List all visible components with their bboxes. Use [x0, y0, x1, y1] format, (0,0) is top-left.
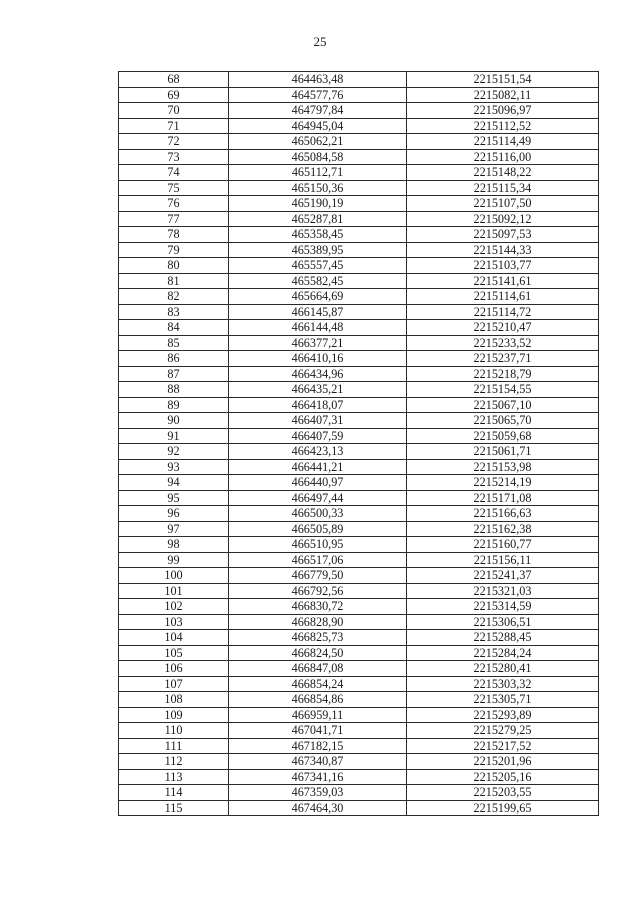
x-coordinate-cell: 465150,36 [229, 180, 407, 196]
y-coordinate-cell: 2215144,33 [407, 242, 599, 258]
y-coordinate-cell: 2215214,19 [407, 475, 599, 491]
x-coordinate-cell: 466407,59 [229, 428, 407, 444]
table-row [119, 87, 599, 103]
x-coordinate-cell: 466423,13 [229, 444, 407, 460]
x-coordinate-cell: 466407,31 [229, 413, 407, 429]
table-row [119, 614, 599, 630]
x-coordinate-cell: 466830,72 [229, 599, 407, 615]
x-coordinate-cell: 466779,50 [229, 568, 407, 584]
y-coordinate-cell: 2215112,52 [407, 118, 599, 134]
table-row [119, 676, 599, 692]
y-coordinate-cell: 2215067,10 [407, 397, 599, 413]
x-coordinate-cell: 465112,71 [229, 165, 407, 181]
table-row [119, 335, 599, 351]
coordinates-table-body [119, 72, 599, 816]
x-coordinate-cell: 466854,24 [229, 676, 407, 692]
table-row [119, 521, 599, 537]
x-coordinate-cell: 466828,90 [229, 614, 407, 630]
table-row [119, 72, 599, 88]
y-coordinate-cell: 2215303,32 [407, 676, 599, 692]
table-row [119, 180, 599, 196]
y-coordinate-cell: 2215203,55 [407, 785, 599, 801]
y-coordinate-cell: 2215218,79 [407, 366, 599, 382]
table-row [119, 459, 599, 475]
table-row [119, 428, 599, 444]
x-coordinate-cell: 466792,56 [229, 583, 407, 599]
point-number-cell: 96 [119, 506, 229, 522]
x-coordinate-cell: 466434,96 [229, 366, 407, 382]
point-number-cell: 68 [119, 72, 229, 88]
y-coordinate-cell: 2215151,54 [407, 72, 599, 88]
point-number-cell: 114 [119, 785, 229, 801]
x-coordinate-cell: 465287,81 [229, 211, 407, 227]
x-coordinate-cell: 466410,16 [229, 351, 407, 367]
table-row [119, 645, 599, 661]
y-coordinate-cell: 2215293,89 [407, 707, 599, 723]
x-coordinate-cell: 466418,07 [229, 397, 407, 413]
y-coordinate-cell: 2215205,16 [407, 769, 599, 785]
y-coordinate-cell: 2215288,45 [407, 630, 599, 646]
table-row [119, 769, 599, 785]
x-coordinate-cell: 466500,33 [229, 506, 407, 522]
x-coordinate-cell: 465389,95 [229, 242, 407, 258]
x-coordinate-cell: 466440,97 [229, 475, 407, 491]
table-row [119, 397, 599, 413]
table-row [119, 552, 599, 568]
point-number-cell: 72 [119, 134, 229, 150]
point-number-cell: 101 [119, 583, 229, 599]
table-row [119, 537, 599, 553]
x-coordinate-cell: 467464,30 [229, 800, 407, 816]
point-number-cell: 102 [119, 599, 229, 615]
y-coordinate-cell: 2215114,49 [407, 134, 599, 150]
x-coordinate-cell: 466145,87 [229, 304, 407, 320]
point-number-cell: 91 [119, 428, 229, 444]
x-coordinate-cell: 466847,08 [229, 661, 407, 677]
x-coordinate-cell: 466435,21 [229, 382, 407, 398]
y-coordinate-cell: 2215103,77 [407, 258, 599, 274]
x-coordinate-cell: 465664,69 [229, 289, 407, 305]
y-coordinate-cell: 2215305,71 [407, 692, 599, 708]
y-coordinate-cell: 2215237,71 [407, 351, 599, 367]
x-coordinate-cell: 464945,04 [229, 118, 407, 134]
table-row [119, 134, 599, 150]
y-coordinate-cell: 2215162,38 [407, 521, 599, 537]
point-number-cell: 98 [119, 537, 229, 553]
x-coordinate-cell: 467182,15 [229, 738, 407, 754]
point-number-cell: 106 [119, 661, 229, 677]
x-coordinate-cell: 465557,45 [229, 258, 407, 274]
table-row [119, 320, 599, 336]
point-number-cell: 100 [119, 568, 229, 584]
point-number-cell: 93 [119, 459, 229, 475]
point-number-cell: 104 [119, 630, 229, 646]
point-number-cell: 92 [119, 444, 229, 460]
point-number-cell: 107 [119, 676, 229, 692]
point-number-cell: 70 [119, 103, 229, 119]
coordinates-table [118, 71, 599, 816]
y-coordinate-cell: 2215166,63 [407, 506, 599, 522]
x-coordinate-cell: 464463,48 [229, 72, 407, 88]
point-number-cell: 109 [119, 707, 229, 723]
x-coordinate-cell: 466505,89 [229, 521, 407, 537]
y-coordinate-cell: 2215115,34 [407, 180, 599, 196]
y-coordinate-cell: 2215279,25 [407, 723, 599, 739]
point-number-cell: 75 [119, 180, 229, 196]
point-number-cell: 94 [119, 475, 229, 491]
y-coordinate-cell: 2215114,61 [407, 289, 599, 305]
x-coordinate-cell: 466510,95 [229, 537, 407, 553]
table-row [119, 800, 599, 816]
y-coordinate-cell: 2215154,55 [407, 382, 599, 398]
x-coordinate-cell: 466497,44 [229, 490, 407, 506]
table-row [119, 289, 599, 305]
y-coordinate-cell: 2215199,65 [407, 800, 599, 816]
y-coordinate-cell: 2215059,68 [407, 428, 599, 444]
point-number-cell: 97 [119, 521, 229, 537]
table-row [119, 506, 599, 522]
y-coordinate-cell: 2215148,22 [407, 165, 599, 181]
point-number-cell: 108 [119, 692, 229, 708]
y-coordinate-cell: 2215171,08 [407, 490, 599, 506]
point-number-cell: 76 [119, 196, 229, 212]
table-row [119, 692, 599, 708]
point-number-cell: 105 [119, 645, 229, 661]
table-row [119, 351, 599, 367]
x-coordinate-cell: 464797,84 [229, 103, 407, 119]
table-row [119, 273, 599, 289]
table-row [119, 444, 599, 460]
x-coordinate-cell: 466825,73 [229, 630, 407, 646]
y-coordinate-cell: 2215314,59 [407, 599, 599, 615]
point-number-cell: 78 [119, 227, 229, 243]
table-row [119, 707, 599, 723]
point-number-cell: 103 [119, 614, 229, 630]
table-row [119, 754, 599, 770]
point-number-cell: 80 [119, 258, 229, 274]
y-coordinate-cell: 2215280,41 [407, 661, 599, 677]
point-number-cell: 87 [119, 366, 229, 382]
table-row [119, 366, 599, 382]
y-coordinate-cell: 2215061,71 [407, 444, 599, 460]
y-coordinate-cell: 2215241,37 [407, 568, 599, 584]
point-number-cell: 99 [119, 552, 229, 568]
y-coordinate-cell: 2215201,96 [407, 754, 599, 770]
x-coordinate-cell: 465582,45 [229, 273, 407, 289]
table-row [119, 599, 599, 615]
table-row [119, 661, 599, 677]
table-row [119, 118, 599, 134]
y-coordinate-cell: 2215321,03 [407, 583, 599, 599]
point-number-cell: 89 [119, 397, 229, 413]
table-row [119, 304, 599, 320]
y-coordinate-cell: 2215233,52 [407, 335, 599, 351]
table-row [119, 242, 599, 258]
table-row [119, 211, 599, 227]
y-coordinate-cell: 2215114,72 [407, 304, 599, 320]
y-coordinate-cell: 2215156,11 [407, 552, 599, 568]
y-coordinate-cell: 2215092,12 [407, 211, 599, 227]
y-coordinate-cell: 2215141,61 [407, 273, 599, 289]
x-coordinate-cell: 467359,03 [229, 785, 407, 801]
x-coordinate-cell: 466441,21 [229, 459, 407, 475]
x-coordinate-cell: 466517,06 [229, 552, 407, 568]
y-coordinate-cell: 2215096,97 [407, 103, 599, 119]
table-row [119, 103, 599, 119]
x-coordinate-cell: 464577,76 [229, 87, 407, 103]
y-coordinate-cell: 2215306,51 [407, 614, 599, 630]
table-row [119, 738, 599, 754]
x-coordinate-cell: 467341,16 [229, 769, 407, 785]
point-number-cell: 77 [119, 211, 229, 227]
table-row [119, 475, 599, 491]
y-coordinate-cell: 2215097,53 [407, 227, 599, 243]
point-number-cell: 115 [119, 800, 229, 816]
table-row [119, 196, 599, 212]
y-coordinate-cell: 2215082,11 [407, 87, 599, 103]
x-coordinate-cell: 466377,21 [229, 335, 407, 351]
table-row [119, 165, 599, 181]
x-coordinate-cell: 465358,45 [229, 227, 407, 243]
table-row [119, 490, 599, 506]
x-coordinate-cell: 467041,71 [229, 723, 407, 739]
point-number-cell: 88 [119, 382, 229, 398]
y-coordinate-cell: 2215116,00 [407, 149, 599, 165]
point-number-cell: 113 [119, 769, 229, 785]
point-number-cell: 84 [119, 320, 229, 336]
point-number-cell: 71 [119, 118, 229, 134]
y-coordinate-cell: 2215160,77 [407, 537, 599, 553]
table-row [119, 583, 599, 599]
point-number-cell: 112 [119, 754, 229, 770]
table-row [119, 227, 599, 243]
table-row [119, 630, 599, 646]
y-coordinate-cell: 2215153,98 [407, 459, 599, 475]
point-number-cell: 86 [119, 351, 229, 367]
table-row [119, 382, 599, 398]
point-number-cell: 74 [119, 165, 229, 181]
y-coordinate-cell: 2215284,24 [407, 645, 599, 661]
point-number-cell: 81 [119, 273, 229, 289]
x-coordinate-cell: 465084,58 [229, 149, 407, 165]
x-coordinate-cell: 465062,21 [229, 134, 407, 150]
table-row [119, 149, 599, 165]
x-coordinate-cell: 466824,50 [229, 645, 407, 661]
point-number-cell: 82 [119, 289, 229, 305]
x-coordinate-cell: 466854,86 [229, 692, 407, 708]
point-number-cell: 83 [119, 304, 229, 320]
y-coordinate-cell: 2215107,50 [407, 196, 599, 212]
point-number-cell: 95 [119, 490, 229, 506]
page-number: 25 [313, 34, 327, 49]
table-row [119, 413, 599, 429]
point-number-cell: 79 [119, 242, 229, 258]
y-coordinate-cell: 2215065,70 [407, 413, 599, 429]
y-coordinate-cell: 2215217,52 [407, 738, 599, 754]
table-row [119, 723, 599, 739]
point-number-cell: 73 [119, 149, 229, 165]
x-coordinate-cell: 467340,87 [229, 754, 407, 770]
point-number-cell: 69 [119, 87, 229, 103]
point-number-cell: 90 [119, 413, 229, 429]
x-coordinate-cell: 466959,11 [229, 707, 407, 723]
y-coordinate-cell: 2215210,47 [407, 320, 599, 336]
x-coordinate-cell: 465190,19 [229, 196, 407, 212]
table-row [119, 258, 599, 274]
table-row [119, 568, 599, 584]
point-number-cell: 111 [119, 738, 229, 754]
x-coordinate-cell: 466144,48 [229, 320, 407, 336]
point-number-cell: 110 [119, 723, 229, 739]
table-row [119, 785, 599, 801]
point-number-cell: 85 [119, 335, 229, 351]
